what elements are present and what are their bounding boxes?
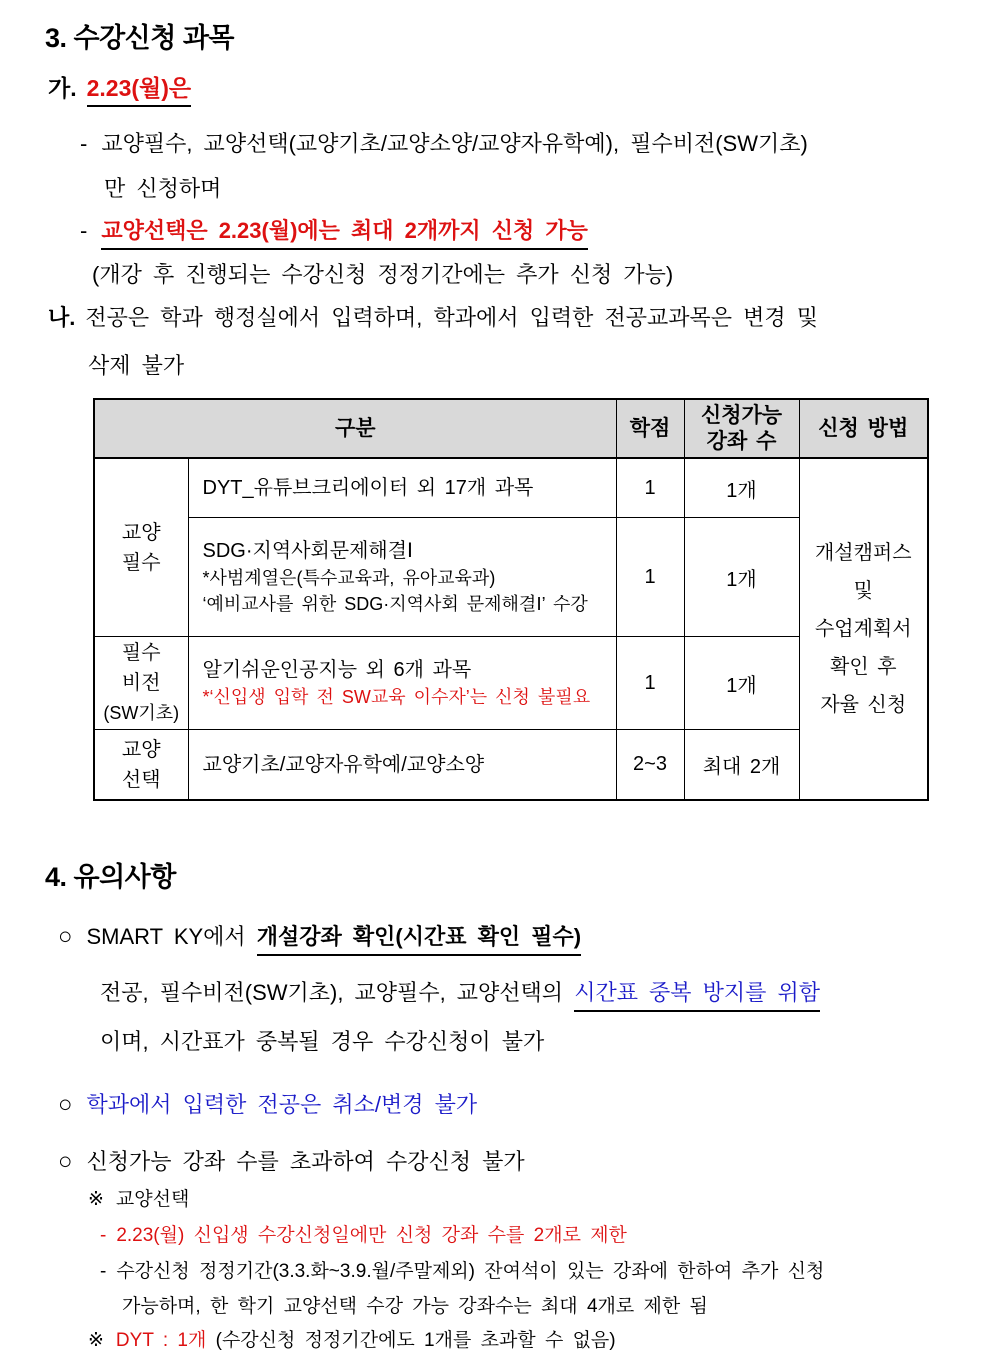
header-available-line-1: 신청가능: [700, 403, 783, 427]
section4-heading: 4. 유의사항: [45, 862, 176, 892]
count-cell: 1개: [684, 458, 799, 518]
count-cell: 1개: [684, 637, 799, 730]
header-credit: 학점: [616, 399, 684, 458]
method-line: 수업계획서: [814, 618, 912, 640]
item-ga-title: 2.23(월)은: [87, 73, 192, 107]
notice-3-text: 신청가능 강좌 수를 초과하여 수강신청 불가: [86, 1149, 525, 1174]
method-line: 및: [853, 580, 873, 602]
reference-mark-icon: ※: [88, 1189, 104, 1210]
note-1-text: 교양선택: [115, 1189, 190, 1210]
circle-bullet-icon: ○: [58, 1148, 73, 1175]
note-limit-2: [100, 1223, 992, 1249]
course-note: ‘예비교사를 위한 SDG·지역사회 문제해결Ⅰ’ 수강: [202, 594, 588, 614]
course-cell: [188, 518, 616, 637]
credit-cell: 1: [616, 637, 684, 730]
note-4-red: DYT : 1개: [115, 1330, 207, 1351]
course-cell: [188, 637, 616, 730]
header-method: 신청 방법: [799, 399, 928, 458]
note-correction-period-line-1: [100, 1259, 992, 1285]
notice-1-line2-blue: 시간표 중복 방지를 위함: [574, 978, 820, 1012]
dash-marker: -: [100, 1261, 107, 1282]
course-cell: [188, 458, 616, 518]
course-cell: [188, 730, 616, 801]
notice-item-1-line-2: [100, 978, 992, 1012]
section3-heading: 3. 수강신청 과목: [45, 23, 235, 53]
category-line: (SW기초): [103, 703, 180, 723]
circle-bullet-icon: ○: [58, 923, 73, 950]
notice-2-text: 학과에서 입력한 전공은 취소/변경 불가: [86, 1092, 478, 1117]
method-line: 개설캠퍼스: [814, 542, 912, 564]
item-na: [48, 303, 992, 333]
note-dyt-limit: [88, 1328, 992, 1354]
ga-subitem-2: [80, 216, 992, 250]
circle-bullet-icon: ○: [58, 1091, 73, 1118]
count-cell: 최대 2개: [684, 730, 799, 801]
registration-table: [93, 398, 929, 801]
item-ga: [48, 73, 992, 107]
ga-subitem-2-highlight: 교양선택은 2.23(월)에는 최대 2개까지 신청 가능: [101, 216, 588, 250]
category-line: 교양: [121, 521, 161, 544]
method-line: 확인 후: [830, 656, 897, 678]
notice-1-emphasis: 개설강좌 확인(시간표 확인 필수): [257, 922, 581, 956]
table-row: [94, 458, 928, 518]
ga-subitem-1-line-2: 만 신청하며: [104, 176, 222, 201]
credit-cell: 1: [616, 518, 684, 637]
dash-marker: -: [80, 218, 88, 243]
note-correction-period-line-2: 가능하며, 한 학기 교양선택 수강 가능 강좌수는 최대 4개로 제한 됨: [122, 1296, 708, 1317]
category-line: 선택: [121, 768, 161, 791]
header-gubun: 구분: [94, 399, 616, 458]
course-warning: *‘신입생 입학 전 SW교육 이수자’는 신청 불필요: [202, 687, 591, 707]
dash-marker: -: [80, 131, 88, 156]
category-line: 필수: [121, 642, 161, 664]
notice-item-2: [58, 1090, 992, 1120]
header-available-count: [684, 399, 799, 458]
credit-cell: 1: [616, 458, 684, 518]
dash-marker: -: [100, 1225, 107, 1246]
item-na-label: 나.: [48, 305, 76, 330]
notice-1-prefix: SMART KY에서: [86, 924, 246, 949]
count-cell: 1개: [684, 518, 799, 637]
method-line: 자율 신청: [820, 694, 907, 716]
category-gyoyang-pilsu: [94, 458, 188, 637]
course-text: SDG·지역사회문제해결Ⅰ: [202, 540, 413, 562]
category-gyoyang-seontaek: [94, 730, 188, 801]
item-na-line-2: 삭제 불가: [88, 353, 185, 378]
ga-subitem-2-note: (개강 후 진행되는 수강신청 정정기간에는 추가 신청 가능): [92, 262, 674, 287]
note-2-text: 2.23(월) 신입생 수강신청일에만 신청 강좌 수를 2개로 제한: [116, 1225, 627, 1246]
reference-mark-icon: ※: [88, 1330, 104, 1351]
notice-item-1-line-3: 이며, 시간표가 중복될 경우 수강신청이 불가: [100, 1029, 545, 1054]
ga-subitem-1-text: 교양필수, 교양선택(교양기초/교양소양/교양자유학예), 필수비전(SW기초): [101, 131, 808, 156]
note-3-line-1: 수강신청 정정기간(3.3.화~3.9.월/주말제외) 잔여석이 있는 강좌에 한하여 추가 신청: [116, 1261, 825, 1282]
category-line: 비전: [121, 672, 161, 694]
table-header-row: [94, 399, 928, 458]
note-gyoyang-seontaek: [88, 1187, 992, 1213]
course-text: 알기쉬운인공지능 외 6개 과목: [202, 659, 472, 681]
item-na-line-1: 전공은 학과 행정실에서 입력하며, 학과에서 입력한 전공교과목은 변경 및: [85, 305, 818, 330]
method-cell: [799, 458, 928, 800]
header-available-line-2: 강좌 수: [706, 429, 777, 453]
notice-1-line2-black: 전공, 필수비전(SW기초), 교양필수, 교양선택의: [100, 980, 564, 1005]
category-pilsu-vision: [94, 637, 188, 730]
category-line: 교양: [121, 738, 161, 761]
note-4-rest: (수강신청 정정기간에도 1개를 초과할 수 없음): [215, 1330, 616, 1351]
course-text: DYT_유튜브크리에이터 외 17개 과목: [202, 477, 534, 499]
category-line: 필수: [121, 551, 161, 574]
course-text: 교양기초/교양자유학예/교양소양: [202, 753, 485, 776]
ga-subitem-1-line-1: [80, 129, 992, 159]
course-note: *사범계열은(특수교육과, 유아교육과): [202, 568, 496, 588]
item-ga-label: 가.: [48, 75, 77, 101]
notice-item-1: [58, 922, 992, 956]
credit-cell: 2~3: [616, 730, 684, 801]
notice-item-3: [58, 1147, 992, 1177]
